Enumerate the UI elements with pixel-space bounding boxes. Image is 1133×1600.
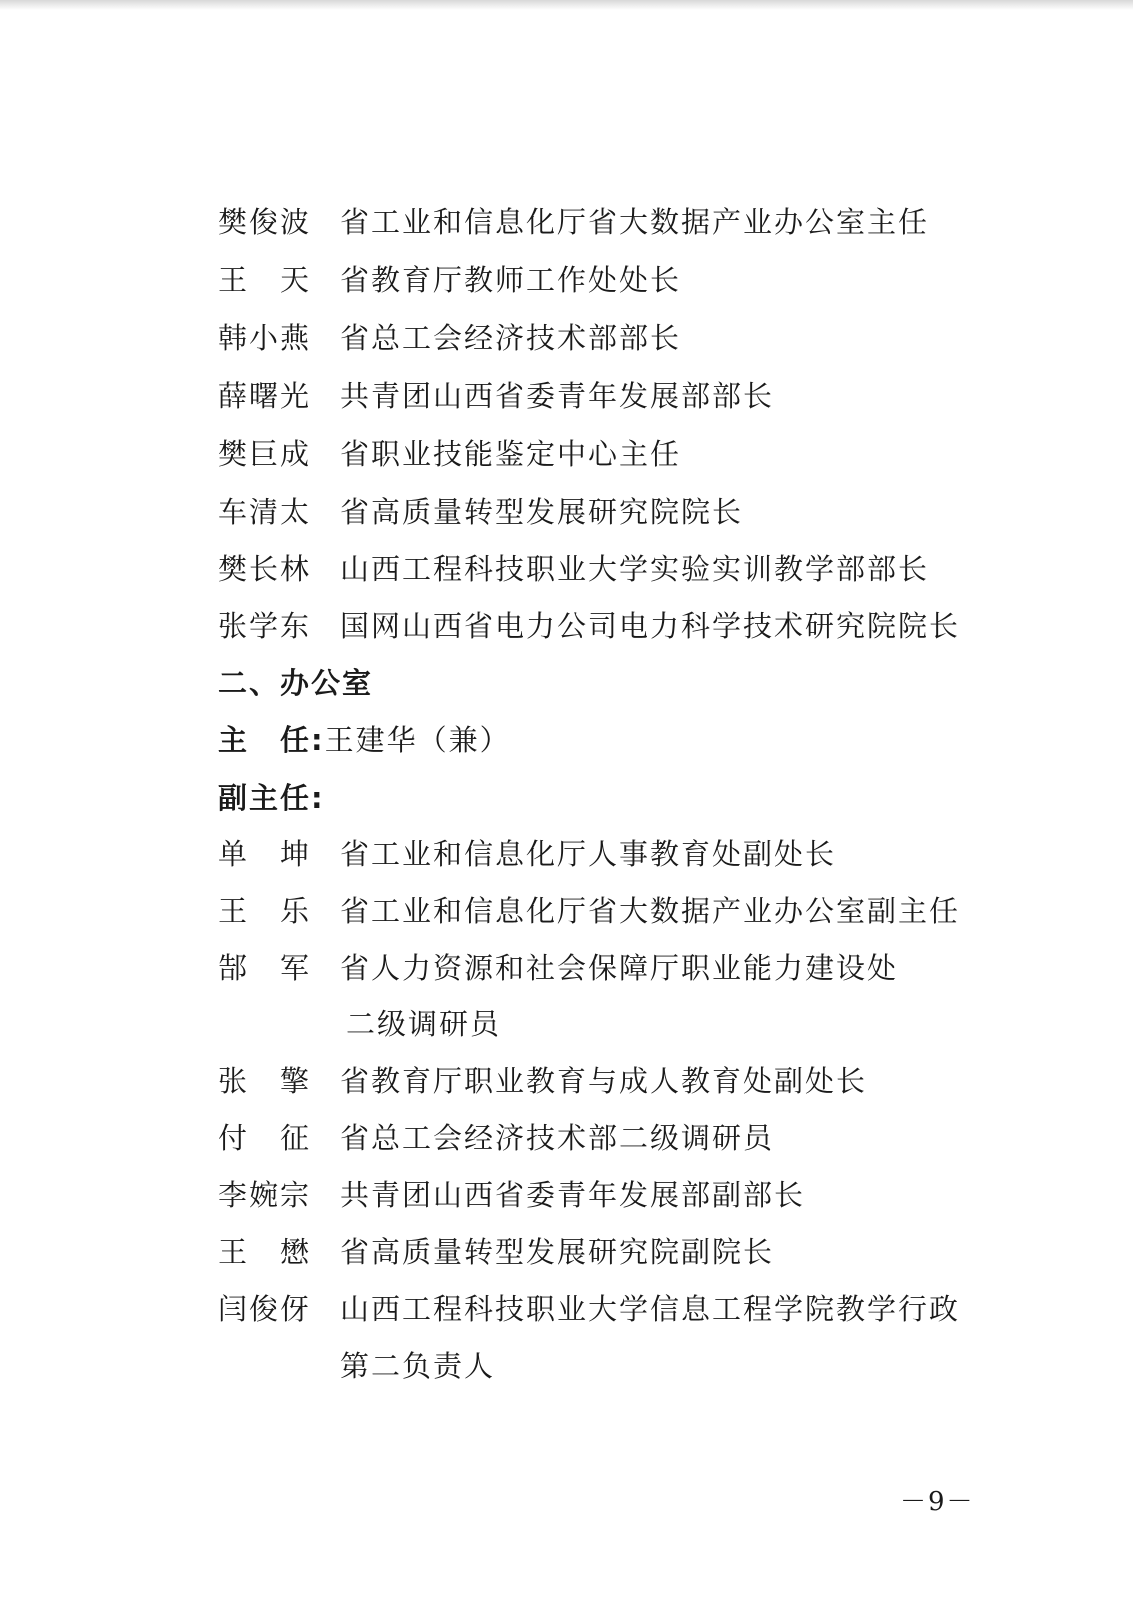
deputy-name: 闫俊伢 xyxy=(218,1292,312,1326)
deputy-name: 王 乐 xyxy=(218,894,312,928)
member-title: 省教育厅教师工作处处长 xyxy=(340,263,682,297)
deputy-title: 省教育厅职业教育与成人教育处副处长 xyxy=(340,1064,868,1098)
office-director-row xyxy=(218,718,511,762)
deputy-name: 王 懋 xyxy=(218,1235,312,1269)
member-name: 薛曙光 xyxy=(218,379,312,413)
deputy-director-label: 副主任: xyxy=(218,781,325,815)
section-heading-office: 二、办公室 xyxy=(218,666,374,700)
deputy-title-continuation: 第二负责人 xyxy=(340,1349,496,1383)
director-label: 主 任: xyxy=(218,723,325,757)
member-name: 王 天 xyxy=(218,263,312,297)
deputy-name: 张 擎 xyxy=(218,1064,312,1098)
deputy-title: 省高质量转型发展研究院副院长 xyxy=(340,1235,775,1269)
deputy-name: 李婉宗 xyxy=(218,1178,312,1212)
member-name: 樊俊波 xyxy=(218,205,312,239)
member-name: 车清太 xyxy=(218,495,312,529)
scan-edge xyxy=(0,0,1133,10)
member-name: 张学东 xyxy=(218,609,312,643)
member-title: 国网山西省电力公司电力科学技术研究院院长 xyxy=(340,609,961,643)
deputy-title: 省工业和信息化厅人事教育处副处长 xyxy=(340,837,837,871)
director-value: 王建华（兼） xyxy=(324,723,511,757)
member-name: 樊巨成 xyxy=(218,437,312,471)
member-name: 韩小燕 xyxy=(218,321,312,355)
deputy-title-continuation: 二级调研员 xyxy=(346,1007,502,1041)
member-name: 樊长林 xyxy=(218,552,312,586)
member-title: 省高质量转型发展研究院院长 xyxy=(340,495,744,529)
member-title: 省总工会经济技术部部长 xyxy=(340,321,682,355)
member-title: 山西工程科技职业大学实验实训教学部部长 xyxy=(340,552,930,586)
deputy-name: 单 坤 xyxy=(218,837,312,871)
deputy-name: 郜 军 xyxy=(218,951,312,985)
deputy-title: 共青团山西省委青年发展部副部长 xyxy=(340,1178,806,1212)
deputy-name: 付 征 xyxy=(218,1121,312,1155)
deputy-title: 省工业和信息化厅省大数据产业办公室副主任 xyxy=(340,894,961,928)
member-title: 省工业和信息化厅省大数据产业办公室主任 xyxy=(340,205,930,239)
deputy-title: 省人力资源和社会保障厅职业能力建设处 xyxy=(340,951,899,985)
member-title: 共青团山西省委青年发展部部长 xyxy=(340,379,775,413)
member-title: 省职业技能鉴定中心主任 xyxy=(340,437,682,471)
page-number: －9－ xyxy=(900,1487,975,1517)
deputy-title: 山西工程科技职业大学信息工程学院教学行政 xyxy=(340,1292,961,1326)
deputy-title: 省总工会经济技术部二级调研员 xyxy=(340,1121,775,1155)
